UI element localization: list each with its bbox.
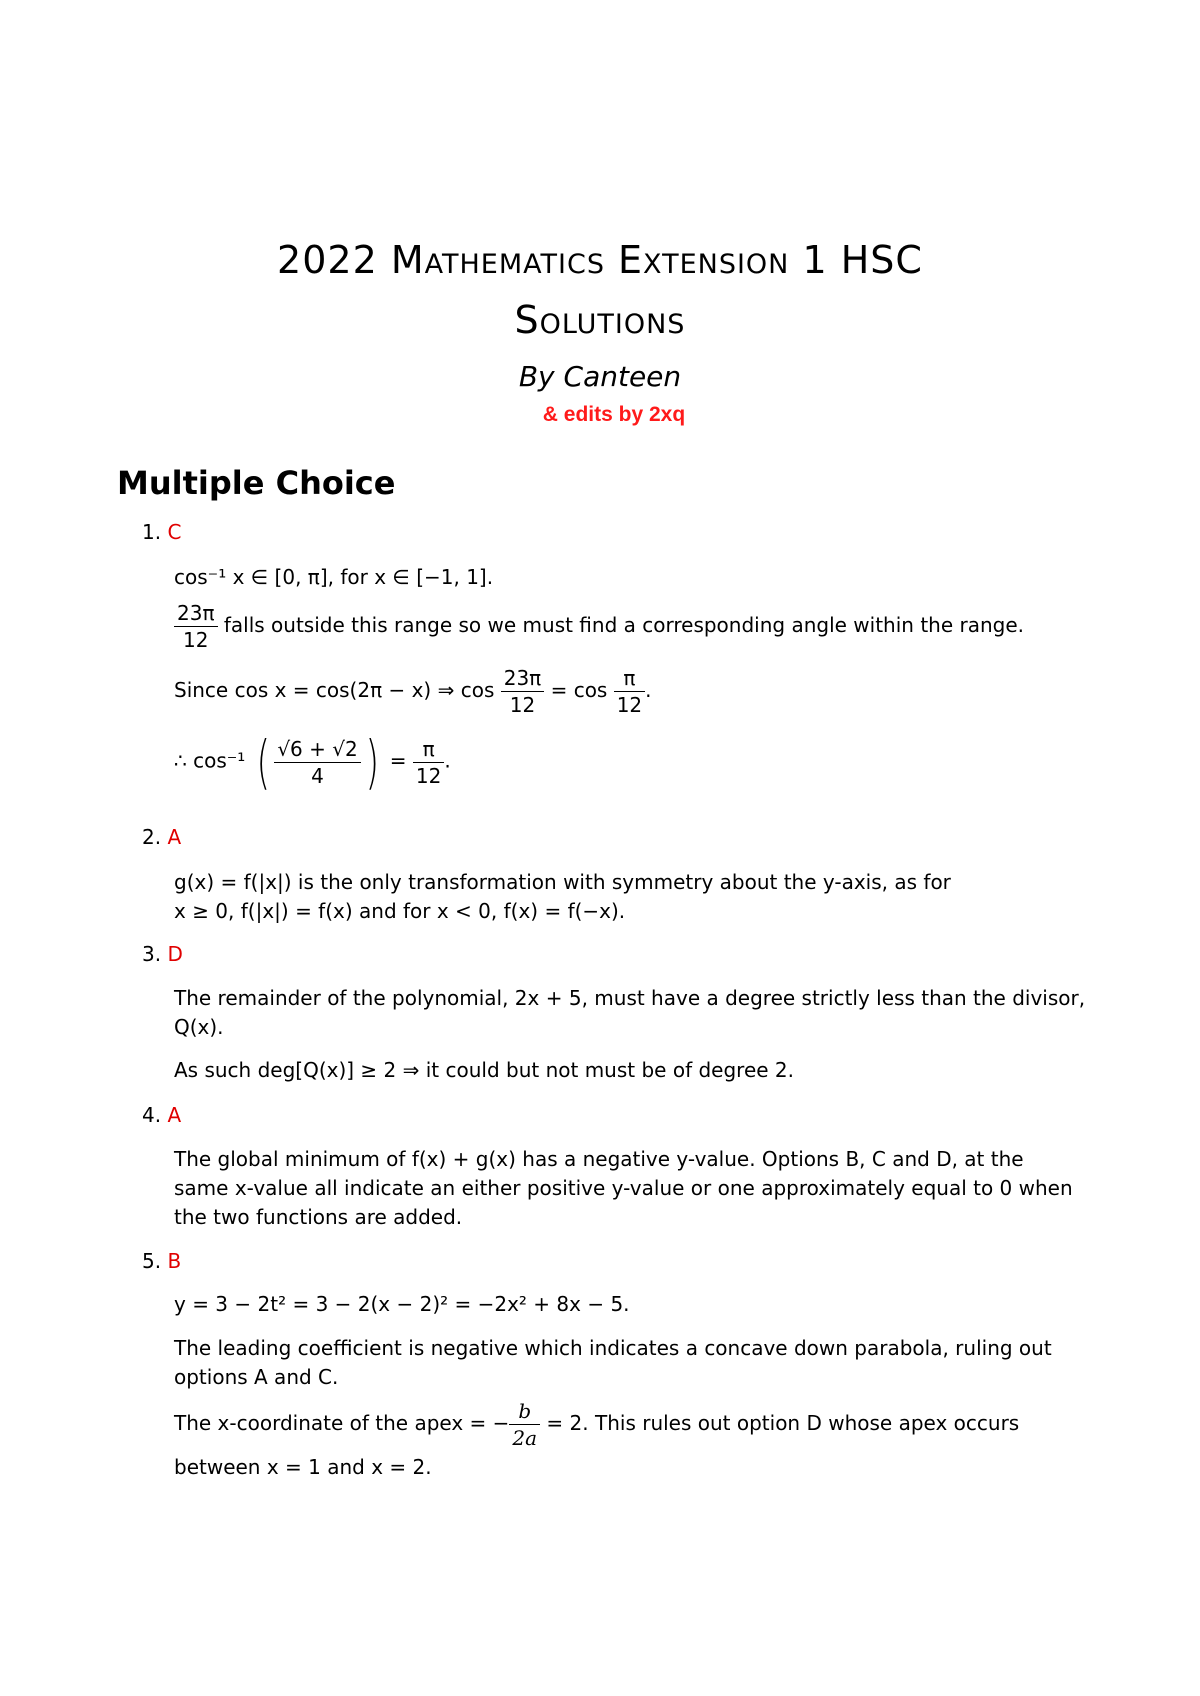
- fraction-denominator: 12: [616, 693, 643, 717]
- q1-line3-prefix: Since cos x = cos(2π − x) ⇒ cos: [174, 678, 501, 702]
- question-number: 2.: [142, 825, 162, 849]
- answer-letter: D: [167, 942, 183, 966]
- q5-line4-prefix: The x-coordinate of the apex = −: [174, 1411, 510, 1435]
- answer-letter: A: [167, 825, 182, 849]
- fraction: [614, 667, 645, 716]
- question-4-header: [142, 1103, 181, 1127]
- answer-letter: C: [167, 520, 182, 544]
- question-number: 1.: [142, 520, 162, 544]
- author-line: By Canteen: [518, 360, 682, 393]
- q1-line2: [174, 602, 1024, 651]
- fraction-numerator: 23π: [174, 602, 218, 627]
- q1-line3-end: .: [645, 678, 652, 702]
- fraction-denominator: 4: [311, 763, 324, 788]
- fraction: [274, 738, 360, 787]
- answer-letter: A: [167, 1103, 182, 1127]
- q5-line5: between x = 1 and x = 2.: [174, 1455, 432, 1479]
- left-paren: (: [256, 728, 270, 796]
- q4-line2: same x-value all indicate an either positive y-value or one approximately equal to 0 when: [174, 1176, 1073, 1200]
- fraction: [174, 602, 218, 651]
- q4-line3: the two functions are added.: [174, 1205, 463, 1229]
- q1-line2-text: falls outside this range so we must find a corresponding angle within the range.: [217, 613, 1025, 637]
- question-1-header: [142, 520, 181, 544]
- q5-line4-suffix: = 2. This rules out option D whose apex occurs: [540, 1411, 1020, 1435]
- fraction-numerator: π: [413, 738, 444, 763]
- question-number: 5.: [142, 1249, 162, 1273]
- q3-line2: Q(x).: [174, 1015, 224, 1039]
- q2-line2: x ≥ 0, f(|x|) = f(x) and for x < 0, f(x) = f(−x).: [174, 899, 626, 923]
- fraction-numerator: b: [509, 1400, 540, 1425]
- question-3-header: [142, 942, 183, 966]
- fraction-numerator: 23π: [501, 667, 545, 692]
- question-5-header: [142, 1249, 181, 1273]
- document-title-line2: Solutions: [514, 298, 686, 342]
- answer-letter: B: [167, 1249, 182, 1273]
- q1-line4-eq: =: [383, 748, 413, 773]
- q5-line1: y = 3 − 2t² = 3 − 2(x − 2)² = −2x² + 8x − 5.: [174, 1292, 630, 1316]
- q1-line4-end: .: [444, 748, 451, 773]
- fraction: [501, 667, 545, 716]
- fraction-denominator: 12: [183, 628, 209, 652]
- section-heading: Multiple Choice: [117, 464, 396, 502]
- q1-line1: cos⁻¹ x ∈ [0, π], for x ∈ [−1, 1].: [174, 565, 494, 589]
- fraction-denominator: 12: [415, 763, 442, 788]
- q4-line1: The global minimum of f(x) + g(x) has a negative y-value. Options B, C and D, at the: [174, 1147, 1024, 1171]
- fraction-numerator: π: [614, 667, 645, 692]
- q1-line4: [174, 728, 451, 796]
- q3-line3: As such deg[Q(x)] ≥ 2 ⇒ it could but not must be of degree 2.: [174, 1058, 794, 1082]
- question-2-header: [142, 825, 181, 849]
- fraction-numerator: √6 + √2: [274, 738, 360, 763]
- right-paren: ): [365, 728, 379, 796]
- fraction: [509, 1400, 540, 1449]
- q1-line3-mid: = cos: [544, 678, 614, 702]
- q5-line3: options A and C.: [174, 1365, 339, 1389]
- q2-line1: g(x) = f(|x|) is the only transformation with symmetry about the y-axis, as for: [174, 870, 951, 894]
- question-number: 4.: [142, 1103, 162, 1127]
- q5-line4: [174, 1400, 1019, 1449]
- q1-line3: [174, 667, 652, 716]
- q1-line4-prefix: ∴ cos⁻¹: [174, 748, 246, 773]
- q3-line1: The remainder of the polynomial, 2x + 5, must have a degree strictly less than the divisor,: [174, 986, 1086, 1010]
- document-title-line1: 2022 Mathematics Extension 1 HSC: [277, 238, 923, 282]
- fraction: [413, 738, 444, 787]
- fraction-denominator: 12: [509, 693, 536, 717]
- question-number: 3.: [142, 942, 162, 966]
- edits-credit: & edits by 2xq: [542, 403, 686, 426]
- fraction-denominator: 2a: [512, 1426, 538, 1450]
- q5-line2: The leading coefficient is negative which indicates a concave down parabola, ruling out: [174, 1336, 1052, 1360]
